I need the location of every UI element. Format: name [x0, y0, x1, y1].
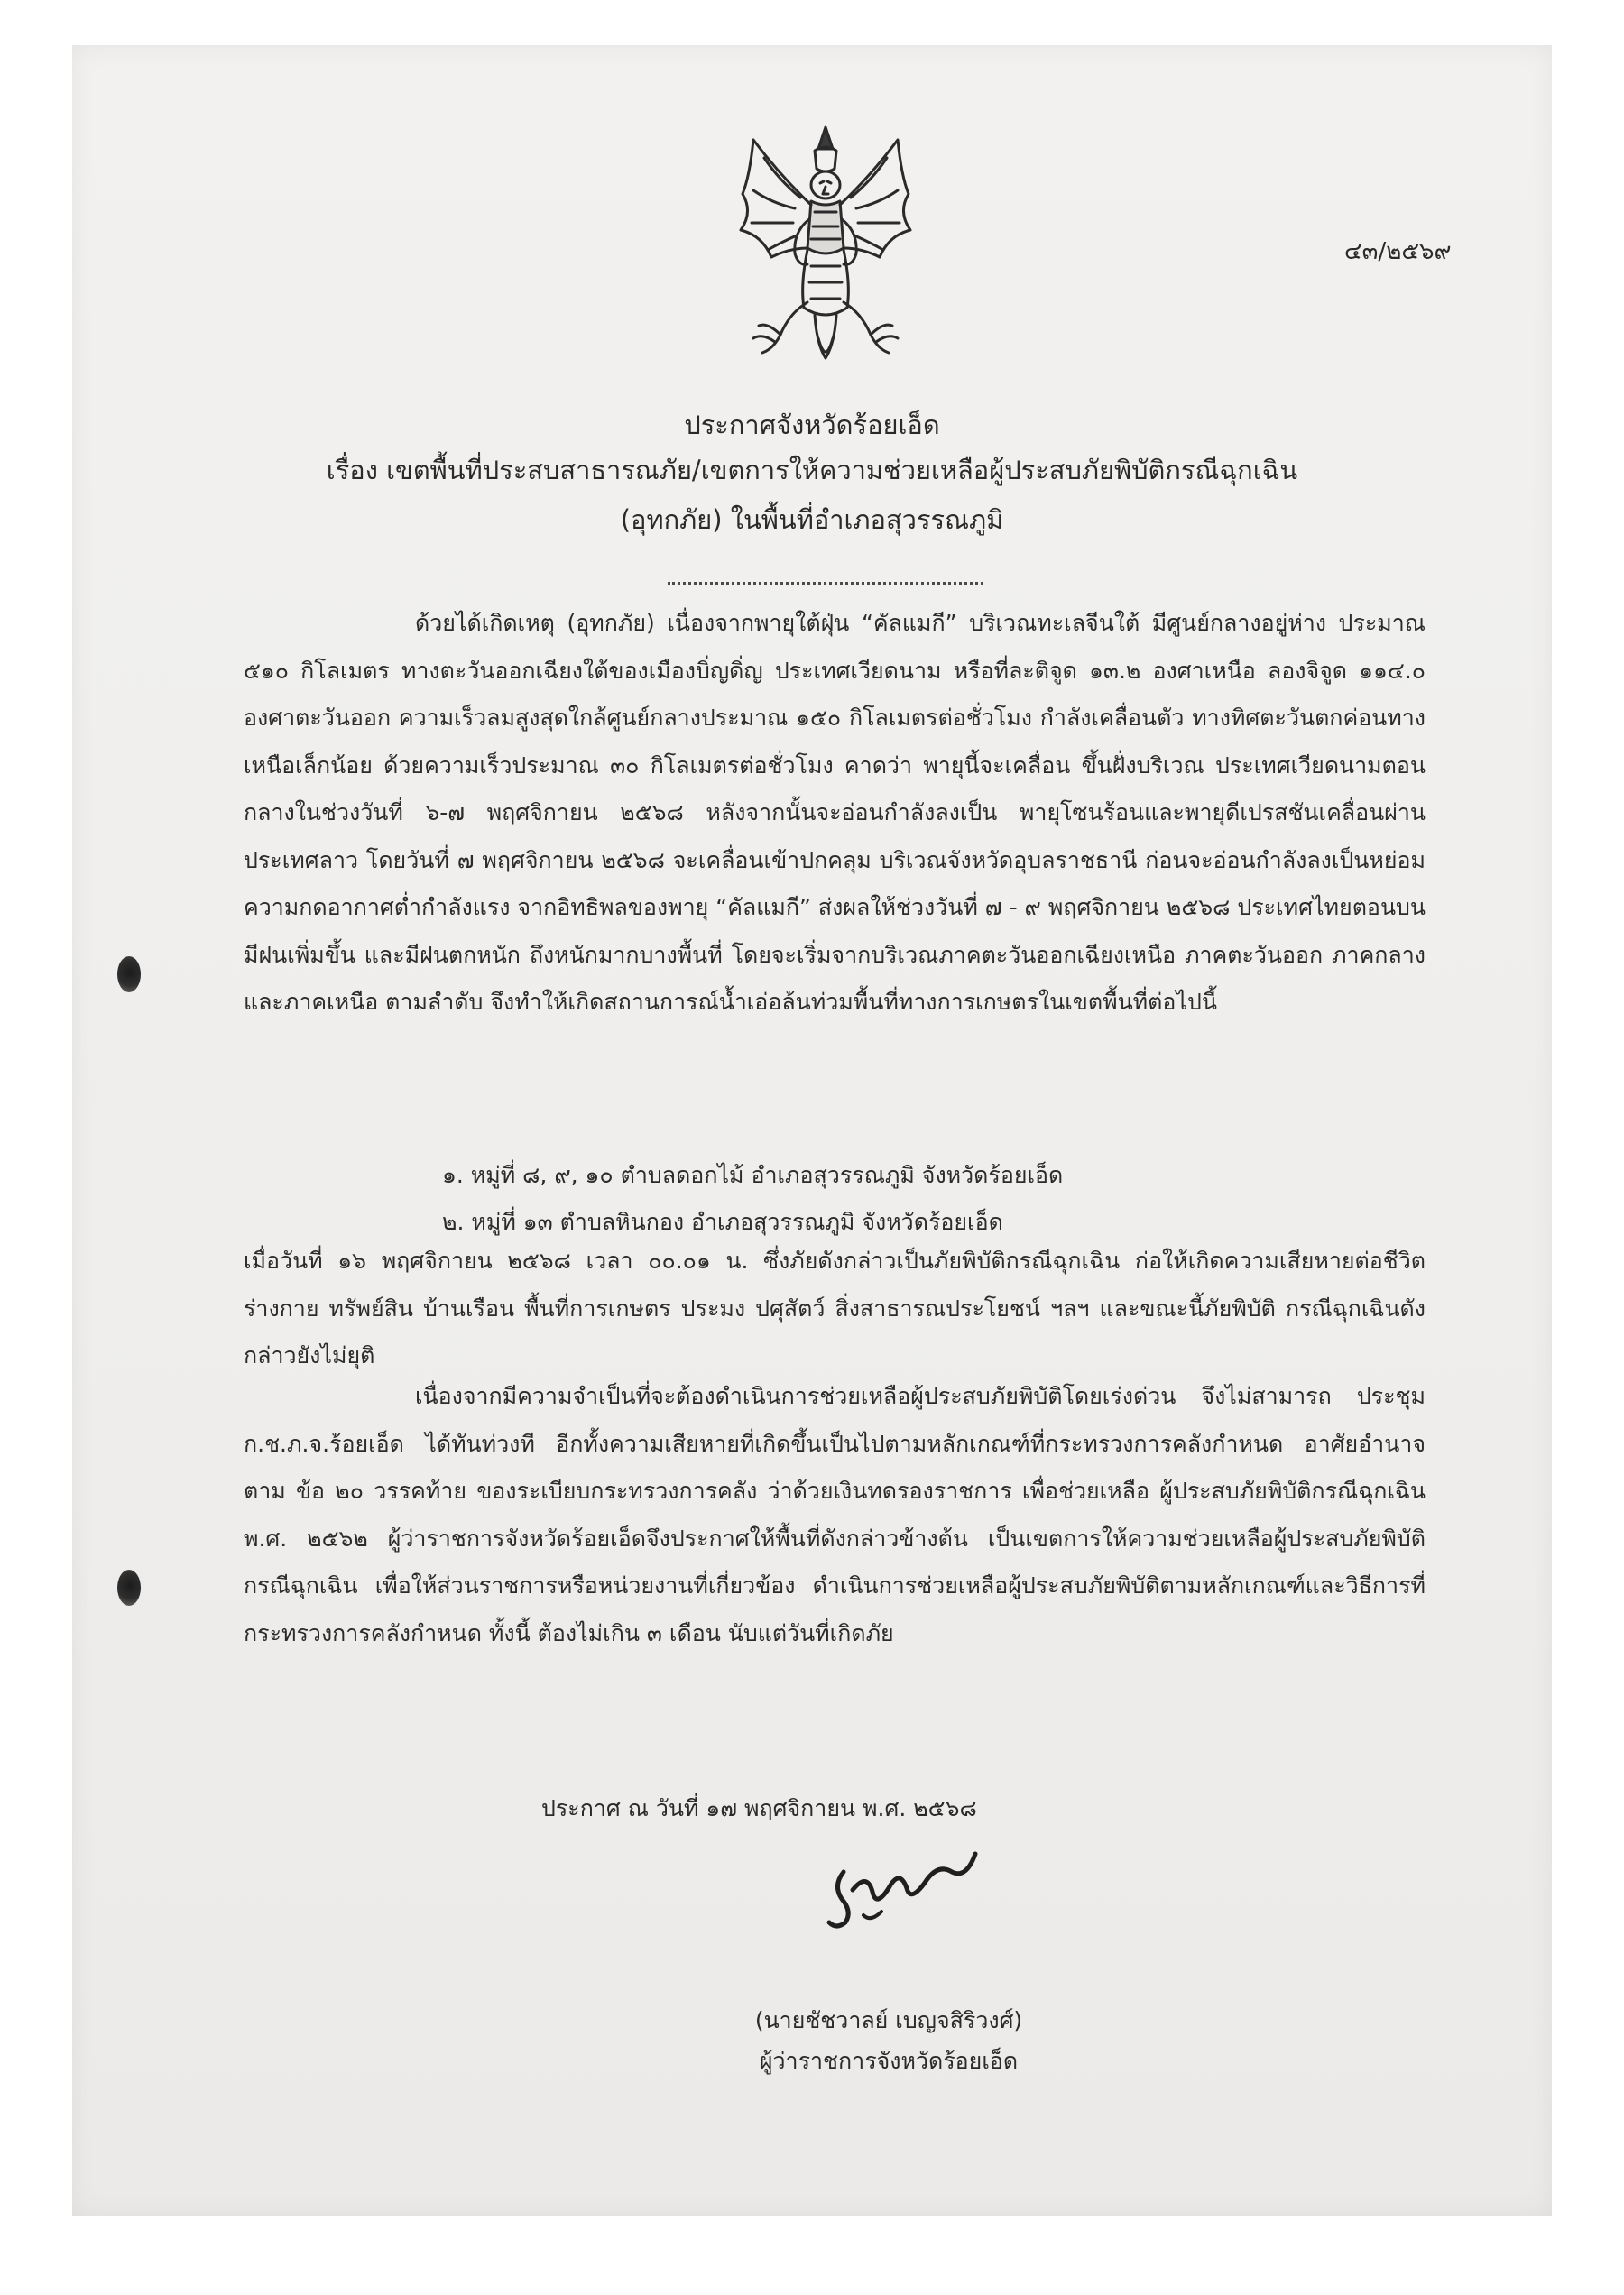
document-number: ๔๓/๒๕๖๙	[1344, 238, 1452, 265]
affected-area-item: ๒. หมู่ที่ ๑๓ ตำบลหินกอง อำเภอสุวรรณภูมิ จังหวัดร้อยเอ็ด	[442, 1209, 1003, 1235]
paragraph-3-block	[244, 1373, 1426, 1657]
announcement-subject: เรื่อง เขตพื้นที่ประสบสาธารณภัย/เขตการให้ความช่วยเหลือผู้ประสบภัยพิบัติกรณีฉุกเฉิน	[326, 455, 1298, 485]
paragraph-3: เนื่องจากมีความจำเป็นที่จะต้องดำเนินการช่วยเหลือผู้ประสบภัยพิบัติโดยเร่งด่วน จึงไม่สามารถ ประชุม ก.ช.ภ.จ.ร้อยเอ็ด ได้ทันท่วงที อีกทั้งความเสียหายที่เกิดขึ้นเป็นไปตามหลักเกณฑ์ที่กระทรวงการคลังกำหนด อาศัยอำนาจตาม ข้อ ๒๐ วรรคท้าย ของระเบียบกระทรวงการคลัง ว่าด้วยเงินทดรองราชการ เพื่อช่วยเหลือ ผู้ประสบภัยพิบัติกรณีฉุกเฉิน พ.ศ. ๒๕๖๒ ผู้ว่าราชการจังหวัดร้อยเอ็ดจึงประกาศให้พื้นที่ดังกล่าวข้างต้น เป็นเขตการให้ความช่วยเหลือผู้ประสบภัยพิบัติกรณีฉุกเฉิน เพื่อให้ส่วนราชการหรือหน่วยงานที่เกี่ยวข้อง ดำเนินการช่วยเหลือผู้ประสบภัยพิบัติตามหลักเกณฑ์และวิธีการที่กระทรวงการคลังกำหนด ทั้งนี้ ต้องไม่เกิน ๓ เดือน นับแต่วันที่เกิดภัย	[244, 1383, 1426, 1646]
garuda-emblem-icon	[717, 122, 934, 379]
paragraph-1-block	[244, 600, 1426, 1027]
paragraph-1: ด้วยได้เกิดเหตุ (อุทกภัย) เนื่องจากพายุใต้ฝุ่น “คัลแมกี” บริเวณทะเลจีนใต้ มีศูนย์กลางอยู่ห่าง ประมาณ ๕๑๐ กิโลเมตร ทางตะวันออกเฉียงใต้ของเมืองบิ่ญดิ่ญ ประเทศเวียดนาม หรือที่ละติจูด ๑๓.๒ องศาเหนือ ลองจิจูด ๑๑๔.๐ องศาตะวันออก ความเร็วลมสูงสุดใกล้ศูนย์กลางประมาณ ๑๕๐ กิโลเมตรต่อชั่วโมง กำลังเคลื่อนตัว ทางทิศตะวันตกค่อนทางเหนือเล็กน้อย ด้วยความเร็วประมาณ ๓๐ กิโลเมตรต่อชั่วโมง คาดว่า พายุนี้จะเคลื่อน ขึ้นฝั่งบริเวณ ประเทศเวียดนามตอนกลางในช่วงวันที่ ๖-๗ พฤศจิกายน ๒๕๖๘ หลังจากนั้นจะอ่อนกำลังลงเป็น พายุโซนร้อนและพายุดีเปรสชันเคลื่อนผ่านประเทศลาว โดยวันที่ ๗ พฤศจิกายน ๒๕๖๘ จะเคลื่อนเข้าปกคลุม บริเวณจังหวัดอุบลราชธานี ก่อนจะอ่อนกำลังลงเป็นหย่อมความกดอากาศต่ำกำลังแรง จากอิทธิพลของพายุ “คัลแมกี” ส่งผลให้ช่วงวันที่ ๗ - ๙ พฤศจิกายน ๒๕๖๘ ประเทศไทยตอนบนมีฝนเพิ่มขึ้น และมีฝนตกหนัก ถึงหนักมากบางพื้นที่ โดยจะเริ่มจากบริเวณภาคตะวันออกเฉียงเหนือ ภาคตะวันออก ภาคกลาง และภาคเหนือ ตามลำดับ จึงทำให้เกิดสถานการณ์น้ำเอ่อล้นท่วมพื้นที่ทางการเกษตรในเขตพื้นที่ต่อไปนี้	[244, 610, 1426, 1015]
paragraph-2: เมื่อวันที่ ๑๖ พฤศจิกายน ๒๕๖๘ เวลา ๐๐.๐๑ น. ซึ่งภัยดังกล่าวเป็นภัยพิบัติกรณีฉุกเฉิน ก่อให้เกิดความเสียหายต่อชีวิต ร่างกาย ทรัพย์สิน บ้านเรือน พื้นที่การเกษตร ประมง ปศุสัตว์ สิ่งสาธารณประโยชน์ ฯลฯ และขณะนี้ภัยพิบัติ กรณีฉุกเฉินดังกล่าวยังไม่ยุติ	[244, 1248, 1426, 1369]
punch-hole-top	[117, 956, 141, 992]
signer-name: (นายชัชวาลย์ เบญจสิริวงศ์)	[754, 2007, 1023, 2033]
announcement-subject-continued: (อุทกภัย) ในพื้นที่อำเภอสุวรรณภูมิ	[620, 504, 1004, 535]
announcement-title: ประกาศจังหวัดร้อยเอ็ด	[684, 410, 940, 440]
paragraph-2-block	[244, 1238, 1426, 1380]
affected-area-item: ๑. หมู่ที่ ๘, ๙, ๑๐ ตำบลดอกไม้ อำเภอสุวรรณภูมิ จังหวัดร้อยเอ็ด	[442, 1162, 1064, 1188]
announcement-date: ประกาศ ณ วันที่ ๑๗ พฤศจิกายน พ.ศ. ๒๕๖๘	[541, 1795, 977, 1821]
punch-hole-bottom	[117, 1570, 141, 1606]
handwritten-signature-icon	[817, 1836, 988, 1935]
dotted-divider	[668, 582, 983, 585]
signer-title: ผู้ว่าราชการจังหวัดร้อยเอ็ด	[759, 2048, 1019, 2074]
